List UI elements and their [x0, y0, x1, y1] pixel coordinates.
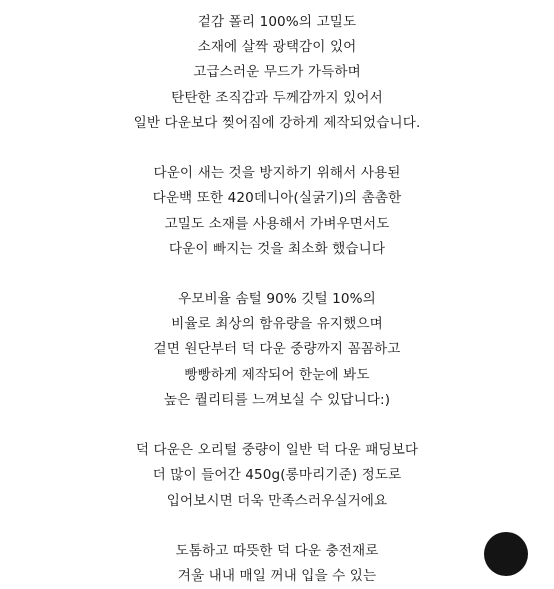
paragraph-spacer: [0, 514, 554, 539]
text-line: 탄탄한 조직감과 두께감까지 있어서: [171, 89, 383, 106]
paragraph-spacer: [0, 136, 554, 161]
text-line: 소재에 살짝 광택감이 있어: [197, 39, 357, 56]
paragraph-fill-ratio: [0, 287, 554, 413]
text-line: 겉면 원단부터 덕 다운 중량까지 꼼꼼하고: [153, 341, 401, 358]
paragraph-outer-fabric: [0, 10, 554, 136]
text-line: 더 많이 들어간 450g(롱마리기준) 정도로: [152, 467, 402, 484]
text-line: 우모비율 솜털 90% 깃털 10%의: [178, 291, 376, 308]
text-line: 다운이 새는 것을 방지하기 위해서 사용된: [153, 165, 401, 182]
paragraph-down-weight: [0, 438, 554, 514]
text-line: 높은 퀄리티를 느껴보실 수 있답니다:): [163, 391, 391, 408]
text-line: 덕 다운은 오리털 중량이 일반 덕 다운 패딩보다: [135, 442, 419, 459]
text-line: 겨울 내내 매일 꺼내 입을 수 있는: [177, 568, 377, 585]
paragraph-spacer: [0, 413, 554, 438]
paragraph-down-bag: [0, 161, 554, 262]
paragraph-filling: [0, 539, 554, 589]
text-line: 도톰하고 따뜻한 덕 다운 충전재로: [175, 542, 379, 559]
text-line: 입어보시면 더욱 만족스러우실거에요: [166, 492, 388, 509]
text-line: 고급스러운 무드가 가득하며: [193, 64, 361, 81]
text-line: 빵빵하게 제작되어 한눈에 봐도: [184, 366, 370, 383]
text-line: 일반 다운보다 찢어짐에 강하게 제작되었습니다.: [133, 114, 421, 131]
text-line: 다운백 또한 420데니아(실굵기)의 촘촘한: [152, 190, 402, 207]
text-line: 고밀도 소재를 사용해서 가벼우면서도: [164, 215, 390, 232]
text-line: 비율로 최상의 함유량을 유지했으며: [171, 316, 383, 333]
corner-circle-badge: [484, 532, 528, 576]
paragraph-spacer: [0, 262, 554, 287]
text-line: 다운이 빠지는 것을 최소화 했습니다: [168, 240, 386, 257]
text-line: 겉감 폴리 100%의 고밀도: [197, 14, 357, 30]
description-text: [0, 10, 554, 589]
